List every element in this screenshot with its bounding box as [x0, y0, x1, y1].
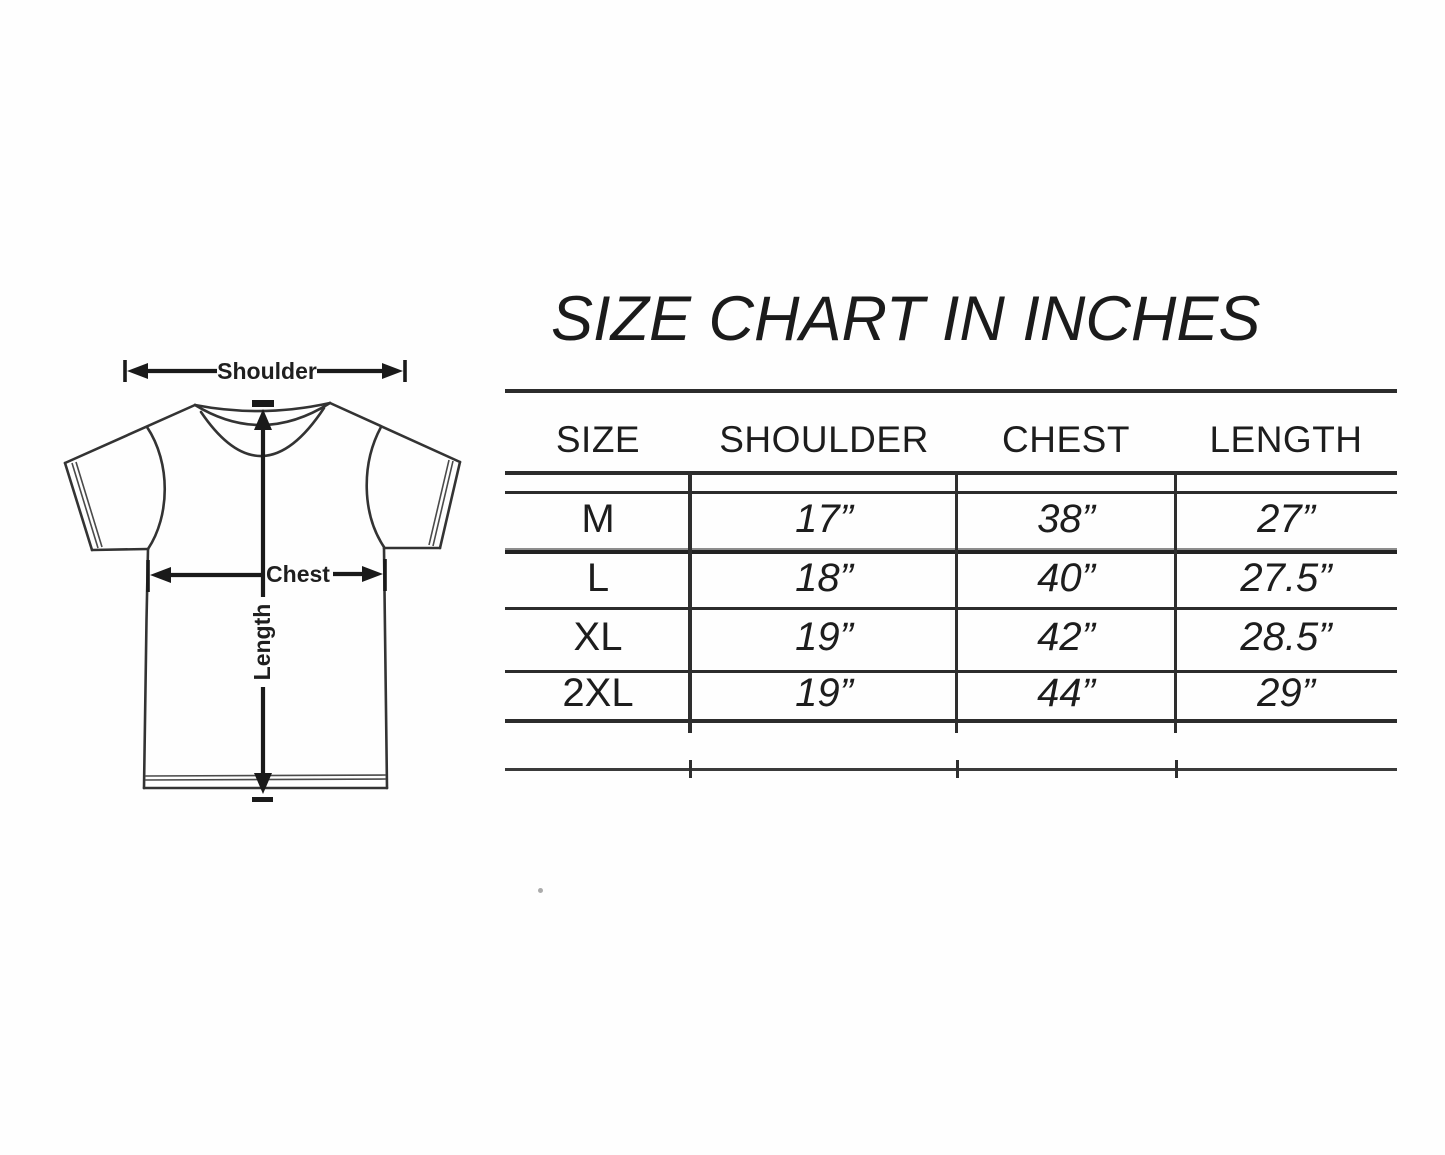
table-cell-l-chest: 40”	[1037, 556, 1095, 600]
shoulder-arrow	[125, 358, 405, 384]
table-cell-2xl-shoulder: 19”	[795, 671, 853, 715]
chest-arrow	[148, 559, 385, 592]
table-cell-l-shoulder: 18”	[795, 556, 853, 600]
table-cell-size-xl: XL	[573, 615, 623, 659]
table-cell-size-m: M	[581, 497, 615, 541]
bottom-tick-2	[956, 760, 959, 778]
table-header-chest: CHEST	[1002, 419, 1130, 460]
table-cell-2xl-chest: 44”	[1037, 671, 1095, 715]
length-top-tick	[252, 400, 274, 407]
length-label: Length	[249, 603, 275, 681]
right-sleeve	[367, 427, 460, 548]
table-cell-2xl-length: 29”	[1257, 671, 1315, 715]
tshirt-diagram	[40, 350, 490, 820]
table-cell-l-length: 27.5”	[1240, 556, 1332, 600]
table-cell-m-shoulder: 17”	[795, 497, 853, 541]
length-arrow	[249, 400, 275, 802]
chest-label: Chest	[266, 561, 330, 587]
table-cell-size-l: L	[586, 556, 610, 600]
page-title: SIZE CHART IN INCHES	[551, 284, 1261, 354]
table-cell-xl-shoulder: 19”	[795, 615, 853, 659]
size-table	[505, 389, 1397, 793]
left-sleeve	[65, 427, 165, 550]
table-header-shoulder: SHOULDER	[719, 419, 929, 460]
table-rule-header-1	[505, 471, 1397, 475]
shoulder-label: Shoulder	[217, 358, 317, 384]
bottom-tick-1	[689, 760, 692, 778]
table-header-size: SIZE	[555, 419, 641, 460]
table-rule-bottom	[505, 768, 1397, 771]
table-cell-xl-length: 28.5”	[1240, 615, 1332, 659]
length-bottom-tick	[252, 797, 273, 802]
table-cell-size-2xl: 2XL	[562, 671, 634, 715]
right-shoulder-seam	[330, 403, 460, 462]
artifact-speck	[538, 888, 543, 893]
left-shoulder-seam	[65, 405, 195, 463]
table-cell-m-length: 27”	[1257, 497, 1315, 541]
table-cell-m-chest: 38”	[1037, 497, 1095, 541]
bottom-tick-3	[1175, 760, 1178, 778]
table-rule-top	[505, 389, 1397, 393]
table-cell-xl-chest: 42”	[1037, 615, 1095, 659]
table-header-length: LENGTH	[1209, 419, 1363, 460]
